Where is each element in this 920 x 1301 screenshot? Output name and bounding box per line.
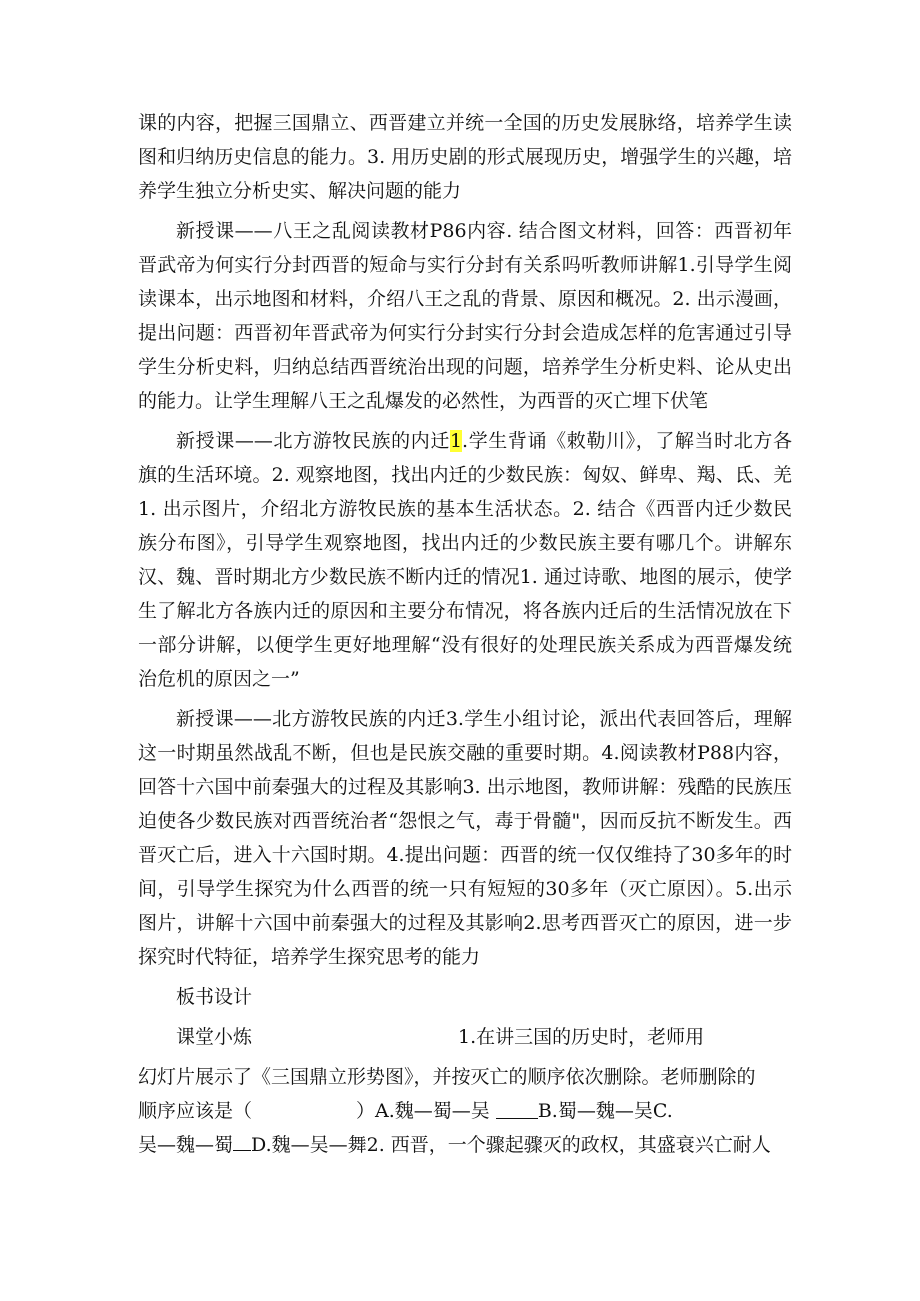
practice-label: 课堂小炼 (176, 1026, 253, 1048)
paragraph-nomadic-migration-2: 新授课——北方游牧民族的内迁3.学生小组讨论，派出代表回答后，理解这一时期虽然战乱不断，但也是民族交融的重要时期。4.阅读教材P88内容，回答十六国中前秦强大的过程及其影响3. 出示地图，教师讲解：残酷的民族压迫使各少数民族对西晋统治者“怨恨之气，毒于骨髓"，因而反抗不断发生。西晋灭亡后，进入十六国时期。4.提出问题：西晋的统一仅仅维持了30多年的时间，引导学生探究为什么西晋的统一只有短短的30多年（灭亡原因）。5.出示图片，讲解十六国中前秦强大的过程及其影响2.思考西晋灭亡的原因，进一步探究时代特征，培养学生探究思考的能力 (138, 708, 792, 968)
document-body (138, 106, 792, 1162)
board-design-heading: 板书设计 (176, 986, 253, 1008)
underline (233, 1138, 251, 1151)
underline (496, 1100, 538, 1119)
paragraph-objectives: 课的内容，把握三国鼎立、西晋建立并统一全国的历史发展脉络，培养学生读图和归纳历史信息的能力。3. 用历史剧的形式展现历史，增强学生的兴趣，培养学生独立分析史实、解决问题的能力 (138, 112, 792, 202)
highlighted-text: 1 (449, 430, 463, 452)
option-c: 吴—魏—蜀 (138, 1134, 234, 1156)
question-1-line-3 (138, 1094, 792, 1128)
question-1-start: 1.在讲三国的历史时，老师用 (458, 1026, 705, 1048)
option-d-and-question-2: D.魏—吴—舞2. 西晋，一个骤起骤灭的政权，其盛衰兴亡耐人 (251, 1134, 771, 1156)
question-1-line-2: 幻灯片展示了《三国鼎立形势图》，并按灭亡的顺序依次删除。老师删除的 (138, 1066, 756, 1088)
option-a: ）A.魏—蜀—吴 (356, 1100, 490, 1122)
practice-row (138, 1020, 792, 1054)
option-b: B.蜀—魏—吴C. (537, 1100, 673, 1122)
text-run: .学生背诵《敕勒川》，了解当时北方各旗的生活环境。2. 观察地图，找出内迁的少数民族：匈奴、鲜卑、羯、氐、羌1. 出示图片，介绍北方游牧民族的基本生活状态。2. 结合《西晋内迁少数民族分布图》，引导学生观察地图，找出内迁的少数民族主要有哪几个。讲解东汉、魏、晋时期北方少数民族不断内迁的情况1. 通过诗歌、地图的展示，使学生了解北方各族内迁的原因和主要分布情况，将各族内迁后的生活情况放在下一部分讲解，以便学生更好地理解“没有很好的处理民族关系成为西晋爆发统治危机的原因之一” (138, 430, 792, 690)
text-run: 顺序应该是（ (138, 1100, 253, 1122)
paragraph-eight-kings-rebellion: 新授课——八王之乱阅读教材P86内容. 结合图文材料，回答：西晋初年晋武帝为何实行分封西晋的短命与实行分封有关系吗听教师讲解1.引导学生阅读课本，出示地图和材料，介绍八王之乱的背景、原因和概况。2. 出示漫画，提出问题：西晋初年晋武帝为何实行分封实行分封会造成怎样的危害通过引导学生分析史料，归纳总结西晋统治出现的问题，培养学生分析史料、论从史出的能力。让学生理解八王之乱爆发的必然性，为西晋的灭亡埋下伏笔 (138, 220, 792, 412)
question-1-line-4 (138, 1128, 792, 1162)
paragraph-nomadic-migration-1 (138, 424, 792, 696)
text-run: 新授课——北方游牧民族的内迁 (176, 430, 450, 452)
